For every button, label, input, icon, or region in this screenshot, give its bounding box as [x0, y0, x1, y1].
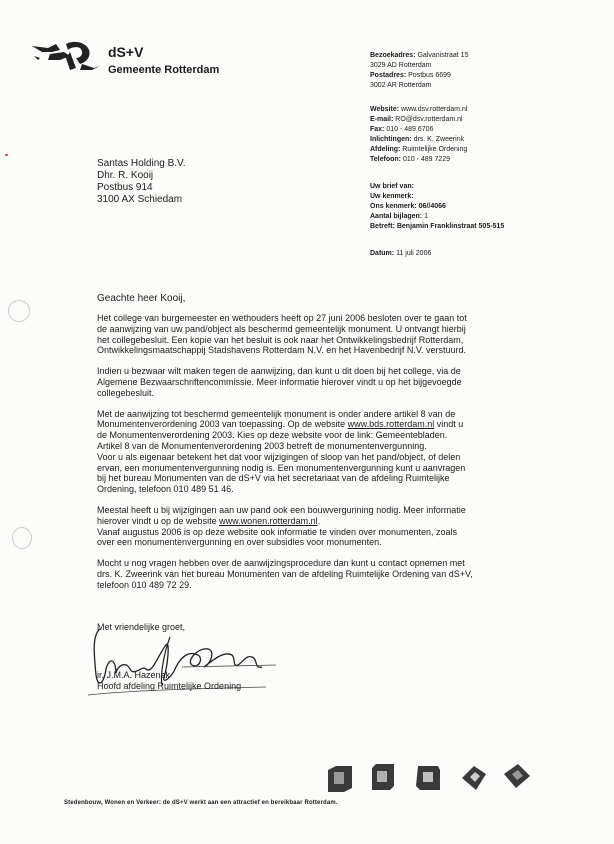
- footer-tagline: Stedenbouw, Wonen en Verkeer: de dS+V werkt aan een attractief en bereikbaar Rotterdam.: [64, 800, 338, 806]
- body-text: hierover vindt u op de website: [97, 515, 220, 526]
- body-line: ervan, een monumentenvergunning nodig is. Een monumentenvergunning kunt u aanvragen: [97, 462, 466, 473]
- datum-label: Datum:: [370, 250, 395, 257]
- rotterdam-lion-logo-icon: [30, 38, 102, 72]
- website-value: www.dsv.rotterdam.nl: [401, 106, 468, 113]
- cube-graphic-icon: [326, 762, 531, 792]
- paragraph-5: [97, 558, 527, 590]
- bezoek-city: 3029 AD Rotterdam: [370, 62, 432, 69]
- body-text: vindt u: [434, 419, 464, 430]
- betreft-label: Betreft:: [370, 223, 395, 230]
- fax-label: Fax:: [370, 126, 385, 133]
- body-line: Vanaf augustus 2006 is op deze website ook informatie te vinden over monumenten, zoals: [97, 526, 458, 537]
- bezoek-label: Bezoekadres:: [370, 52, 416, 59]
- addressee-block: [97, 158, 186, 206]
- addressee-line: Santas Holding B.V.: [97, 158, 186, 169]
- post-city: 3002 AR Rotterdam: [370, 82, 432, 89]
- uw-brief-label: Uw brief van:: [370, 183, 414, 190]
- body-line: Indien u bezwaar wilt maken tegen de aanwijzing, dan kunt u dit doen bij het college, via de: [97, 366, 461, 377]
- body-line: Ontwikkelingsmaatschappij Stadshavens Rotterdam N.V. en het Havenbedrijf N.V. verstuurd.: [97, 345, 467, 356]
- addressee-line: Postbus 914: [97, 182, 153, 193]
- uw-kenmerk-label: Uw kenmerk:: [370, 193, 414, 200]
- body-line: Artikel 8 van de Monumentenverordening 2003 betreft de monumentenvergunning.: [97, 440, 427, 451]
- paragraph-1: [97, 313, 527, 356]
- signer-role: Hoofd afdeling Ruimtelijke Ordening: [97, 681, 242, 691]
- body-text: Monumentenverordening 2003 van toepassing. Op de website: [97, 419, 348, 430]
- body-line: drs. K. Zweerink van het bureau Monumenten van de afdeling Ruimtelijke Ordening van dS+V,: [97, 568, 473, 579]
- telefoon-label: Telefoon:: [370, 156, 401, 163]
- letter-body: [97, 313, 527, 601]
- body-line: collegebesluit.: [97, 387, 155, 398]
- fax-value: 010 - 489 6706: [386, 126, 434, 133]
- ons-kenmerk-value: 06//4066: [418, 203, 446, 210]
- contact-block: [370, 51, 600, 165]
- body-line: Meestal heeft u bij wijzigingen aan uw pand ook een bouwvergunning nodig. Meer informatie: [97, 504, 466, 515]
- datum-value: 11 juli 2006: [396, 250, 432, 257]
- post-value: Postbus 6699: [408, 72, 451, 79]
- email-value: RO@dsv.rotterdam.nl: [395, 116, 463, 123]
- body-line: Voor u als eigenaar betekent het dat voor wijzigingen of sloop van het pand/object, of delen: [97, 451, 461, 462]
- email-label: E-mail:: [370, 116, 394, 123]
- body-line: Ordening, telefoon 010 489 51 46.: [97, 484, 234, 495]
- body-line: Het college van burgemeester en wethouders heeft op 27 juni 2006 besloten over te gaan tot: [97, 313, 467, 323]
- body-line: het collegebesluit. Een kopie van het besluit is ook naar het Ontwikkelingsbedrijf Rotterdam,: [97, 334, 464, 345]
- body-text: .: [317, 515, 321, 526]
- ons-kenmerk-label: Ons kenmerk:: [370, 203, 417, 210]
- closing: Met vriendelijke groet,: [97, 622, 186, 632]
- body-line: Met de aanwijzing tot beschermd gemeentelijk monument is onder andere artikel 8 van de: [97, 408, 456, 419]
- wonen-website-link[interactable]: www.wonen.rotterdam.nl: [219, 515, 318, 526]
- body-line: over een monumentenvergunning en over subsidies voor monumenten.: [97, 537, 382, 548]
- bijlagen-label: Aantal bijlagen:: [370, 213, 423, 220]
- date-line: [370, 250, 431, 257]
- signer-name: ir. J.M.A. Hazenak: [97, 670, 171, 680]
- body-line: [97, 516, 527, 527]
- body-line: telefoon 010 489 72 29.: [97, 579, 192, 590]
- afdeling-label: Afdeling:: [370, 146, 401, 153]
- reference-block: [370, 182, 600, 232]
- bds-website-link[interactable]: www.bds.rotterdam.nl: [347, 419, 435, 430]
- body-line: de aanwijzing van uw pand/object als beschermd gemeentelijk monument. U ontvangt hierbij: [97, 323, 466, 334]
- org-name: dS+V: [108, 44, 144, 60]
- betreft-value: Benjamin Franklinstraat 505-515: [396, 223, 505, 230]
- body-line: [97, 419, 527, 430]
- info-value: drs. K. Zweerink: [413, 136, 465, 143]
- body-line: bij het bureau Monumenten van de dS+V via het secretariaat van de afdeling Ruimtelijke: [97, 473, 450, 484]
- salutation: Geachte heer Kooij,: [97, 293, 186, 304]
- website-label: Website:: [370, 106, 400, 113]
- post-label: Postadres:: [370, 72, 407, 79]
- body-line: Mocht u nog vragen hebben over de aanwijzingsprocedure dan kunt u contact opnemen met: [97, 558, 465, 569]
- addressee-line: Dhr. R. Kooij: [97, 170, 154, 181]
- paragraph-2: [97, 366, 527, 398]
- info-label: Inlichtingen:: [370, 136, 412, 143]
- body-line: de Monumentenverordening 2003. Kies op deze website voor de link: Gemeentebladen.: [97, 430, 448, 441]
- addressee-line: 3100 AX Schiedam: [97, 194, 183, 205]
- bezoek-value: Galvanistraat 15: [417, 52, 469, 59]
- body-line: Algemene Bezwaarschriftencommissie. Meer informatie hierover vindt u op het bijgevoegde: [97, 376, 462, 387]
- telefoon-value: 010 - 489 7229: [402, 156, 451, 163]
- org-subtitle: Gemeente Rotterdam: [108, 64, 220, 76]
- paragraph-3: [97, 409, 527, 495]
- paragraph-4: [97, 505, 527, 548]
- bijlagen-value: 1: [424, 213, 428, 220]
- afdeling-value: Ruimtelijke Ordening: [402, 146, 468, 153]
